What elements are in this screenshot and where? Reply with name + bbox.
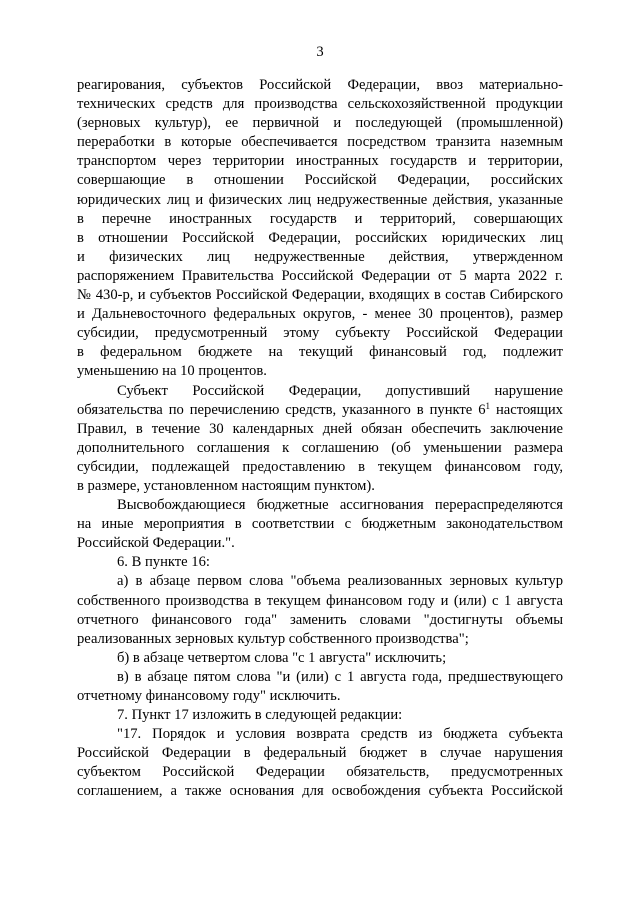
paragraph: [77, 496, 563, 553]
paragraph: [77, 382, 563, 497]
text-line: и Дальневосточного федеральных округов, - менее 30 процентов), размер: [77, 306, 563, 323]
text-line: № 430-р, и субъектов Российской Федерации, входящих в состав Сибирского: [77, 287, 563, 304]
text-line: Российской Федерации.".: [77, 535, 235, 552]
text-line: собственного производства в текущем финансовом году и (или) с 1 августа: [77, 592, 563, 609]
text-line: Российской Федерации в федеральный бюджет в случае нарушения: [77, 745, 563, 762]
text-line: и физических лиц недружественные действия, утвержденном: [77, 248, 563, 265]
text-line: распоряжением Правительства Российской Федерации от 5 марта 2022 г.: [77, 267, 563, 284]
text-line: соглашением, а также основания для освобождения субъекта Российской: [77, 783, 563, 800]
text-line: Субъект Российской Федерации, допустивший нарушение: [117, 382, 563, 399]
text-line: а) в абзаце первом слова "объема реализованных зерновых культур: [117, 573, 563, 590]
text-line: субсидии, подлежащей предоставлению в текущем финансовом году,: [77, 458, 563, 475]
text-line: 7. Пункт 17 изложить в следующей редакции:: [117, 707, 403, 724]
text-fragment: настоящих: [490, 401, 563, 418]
text-line: на иные мероприятия в соответствии с бюджетным законодательством: [77, 516, 563, 533]
paragraph: [77, 668, 563, 706]
document-body: [77, 76, 563, 802]
text-line: субсидии, предусмотренный этому субъекту Российской Федерации: [77, 325, 563, 342]
text-line: совершающие в отношении Российской Федерации, российских: [77, 172, 563, 189]
text-line: реагирования, субъектов Российской Федерации, ввоз материально-: [77, 77, 563, 93]
text-line: Правил, в течение 30 календарных дней обязан обеспечить заключение: [77, 420, 563, 437]
text-line: технических средств для производства сельскохозяйственной продукции: [77, 96, 563, 113]
text-line: переработки в которые обеспечивается посредством транзита наземным: [77, 134, 563, 151]
text-line: отчетного финансового года" заменить словами "достигнуты объемы: [77, 611, 563, 628]
text-line: в отношении Российской Федерации, российских юридических лиц: [77, 229, 563, 246]
text-line: в перечне иностранных государств и территорий, совершающих: [77, 210, 563, 227]
text-line: юридических лиц и физических лиц недружественные действия, указанные: [77, 191, 563, 208]
page-number: 3: [316, 44, 324, 60]
superscript-reference: 1: [485, 400, 491, 411]
text-line: отчетному финансовому году" исключить.: [77, 688, 341, 704]
paragraph: [77, 572, 563, 648]
paragraph: [77, 725, 563, 801]
text-line: уменьшению на 10 процентов.: [77, 363, 267, 380]
text-line: в) в абзаце пятом слова "и (или) с 1 августа года, предшествующего: [117, 668, 563, 685]
text-line: б) в абзаце четвертом слова "с 1 августа" исключить;: [117, 649, 447, 666]
text-line: реализованных зерновых культур собственного производства";: [77, 630, 469, 647]
text-fragment: обязательства по перечислению средств, указанного в пункте 6: [77, 401, 486, 418]
text-line: субъектом Российской Федерации обязательств, предусмотренных: [77, 764, 563, 781]
paragraph: [77, 76, 563, 382]
text-line: в размере, установленном настоящим пунктом).: [77, 477, 375, 494]
text-line: транспортом через территории иностранных государств и территории,: [77, 153, 563, 170]
text-line: 6. В пункте 16:: [117, 554, 210, 571]
paragraph: [77, 553, 563, 572]
text-line: "17. Порядок и условия возврата средств из бюджета субъекта: [117, 726, 563, 743]
text-line: дополнительного соглашения к соглашению (об уменьшении размера: [77, 439, 563, 456]
text-line: в федеральном бюджете на текущий финансовый год, подлежит: [77, 344, 563, 361]
paragraph: [77, 649, 563, 668]
text-line: [77, 401, 563, 420]
text-line: Высвобождающиеся бюджетные ассигнования перераспределяются: [117, 497, 563, 514]
paragraph: [77, 706, 563, 725]
text-line: (зерновых культур), ее первичной и последующей (промышленной): [77, 115, 563, 132]
